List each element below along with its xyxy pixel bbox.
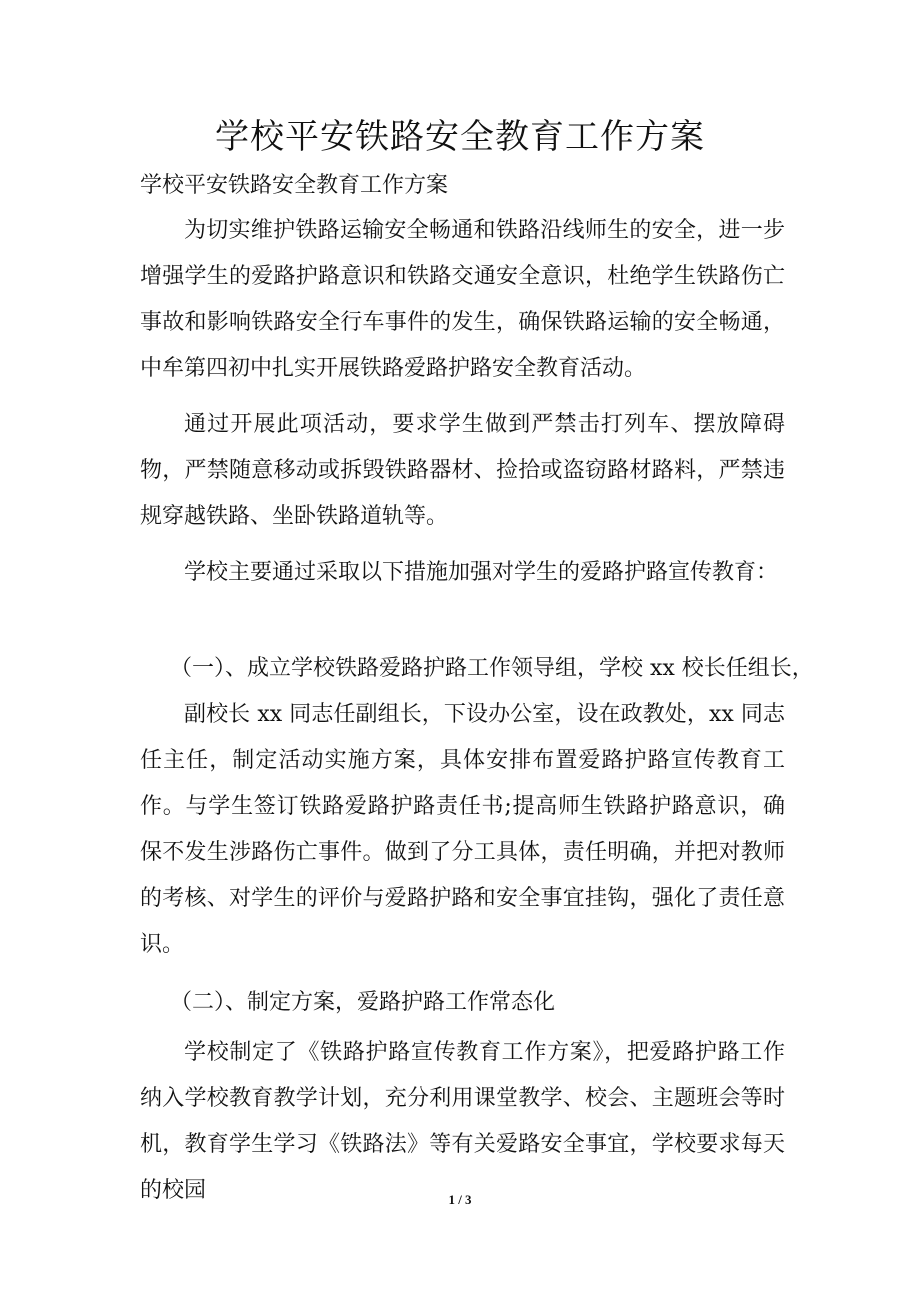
section-2-heading: （二）、制定方案，爱路护路工作常态化 — [170, 990, 556, 1015]
paragraph-requirements: 通过开展此项活动，要求学生做到严禁击打列车、摆放障碍物，严禁随意移动或拆毁铁路器材、捡拾或盗窃路材路料，严禁违规穿越铁路、坐卧铁路道轨等。 — [140, 412, 785, 529]
document-title: 学校平安铁路安全教育工作方案 — [215, 117, 705, 157]
document-subtitle: 学校平安铁路安全教育工作方案 — [140, 173, 449, 198]
section-2-body: 学校制定了《铁路护路宣传教育工作方案》，把爱路护路工作纳入学校教育教学计划，充分利用课堂教学、校会、主题班会等时机，教育学生学习《铁路法》等有关爱路安全事宜，学校要求每天的校园 — [140, 1040, 785, 1203]
section-1-heading: （一）、成立学校铁路爱路护路工作领导组，学校 xx 校长任组长， — [170, 656, 814, 681]
page-number: 1 / 3 — [448, 1192, 472, 1207]
paragraph-measures: 学校主要通过采取以下措施加强对学生的爱路护路宣传教育： — [184, 560, 779, 585]
section-1-body: 副校长 xx 同志任副组长，下设办公室，设在政教处，xx 同志任主任，制定活动实施方案，具体安排布置爱路护路宣传教育工作。与学生签订铁路爱路护路责任书;提高师生铁路护路意识，确保不发生涉路伤亡事件。做到了分工具体，责任明确，并把对教师的考核、对学生的评价与爱路护路和安全事宜挂钩，强化了责任意识。 — [140, 702, 785, 957]
paragraph-intro: 为切实维护铁路运输安全畅通和铁路沿线师生的安全，进一步增强学生的爱路护路意识和铁路交通安全意识，杜绝学生铁路伤亡事故和影响铁路安全行车事件的发生，确保铁路运输的安全畅通，中牟第四初中扎实开展铁路爱路护路安全教育活动。 — [140, 218, 785, 381]
